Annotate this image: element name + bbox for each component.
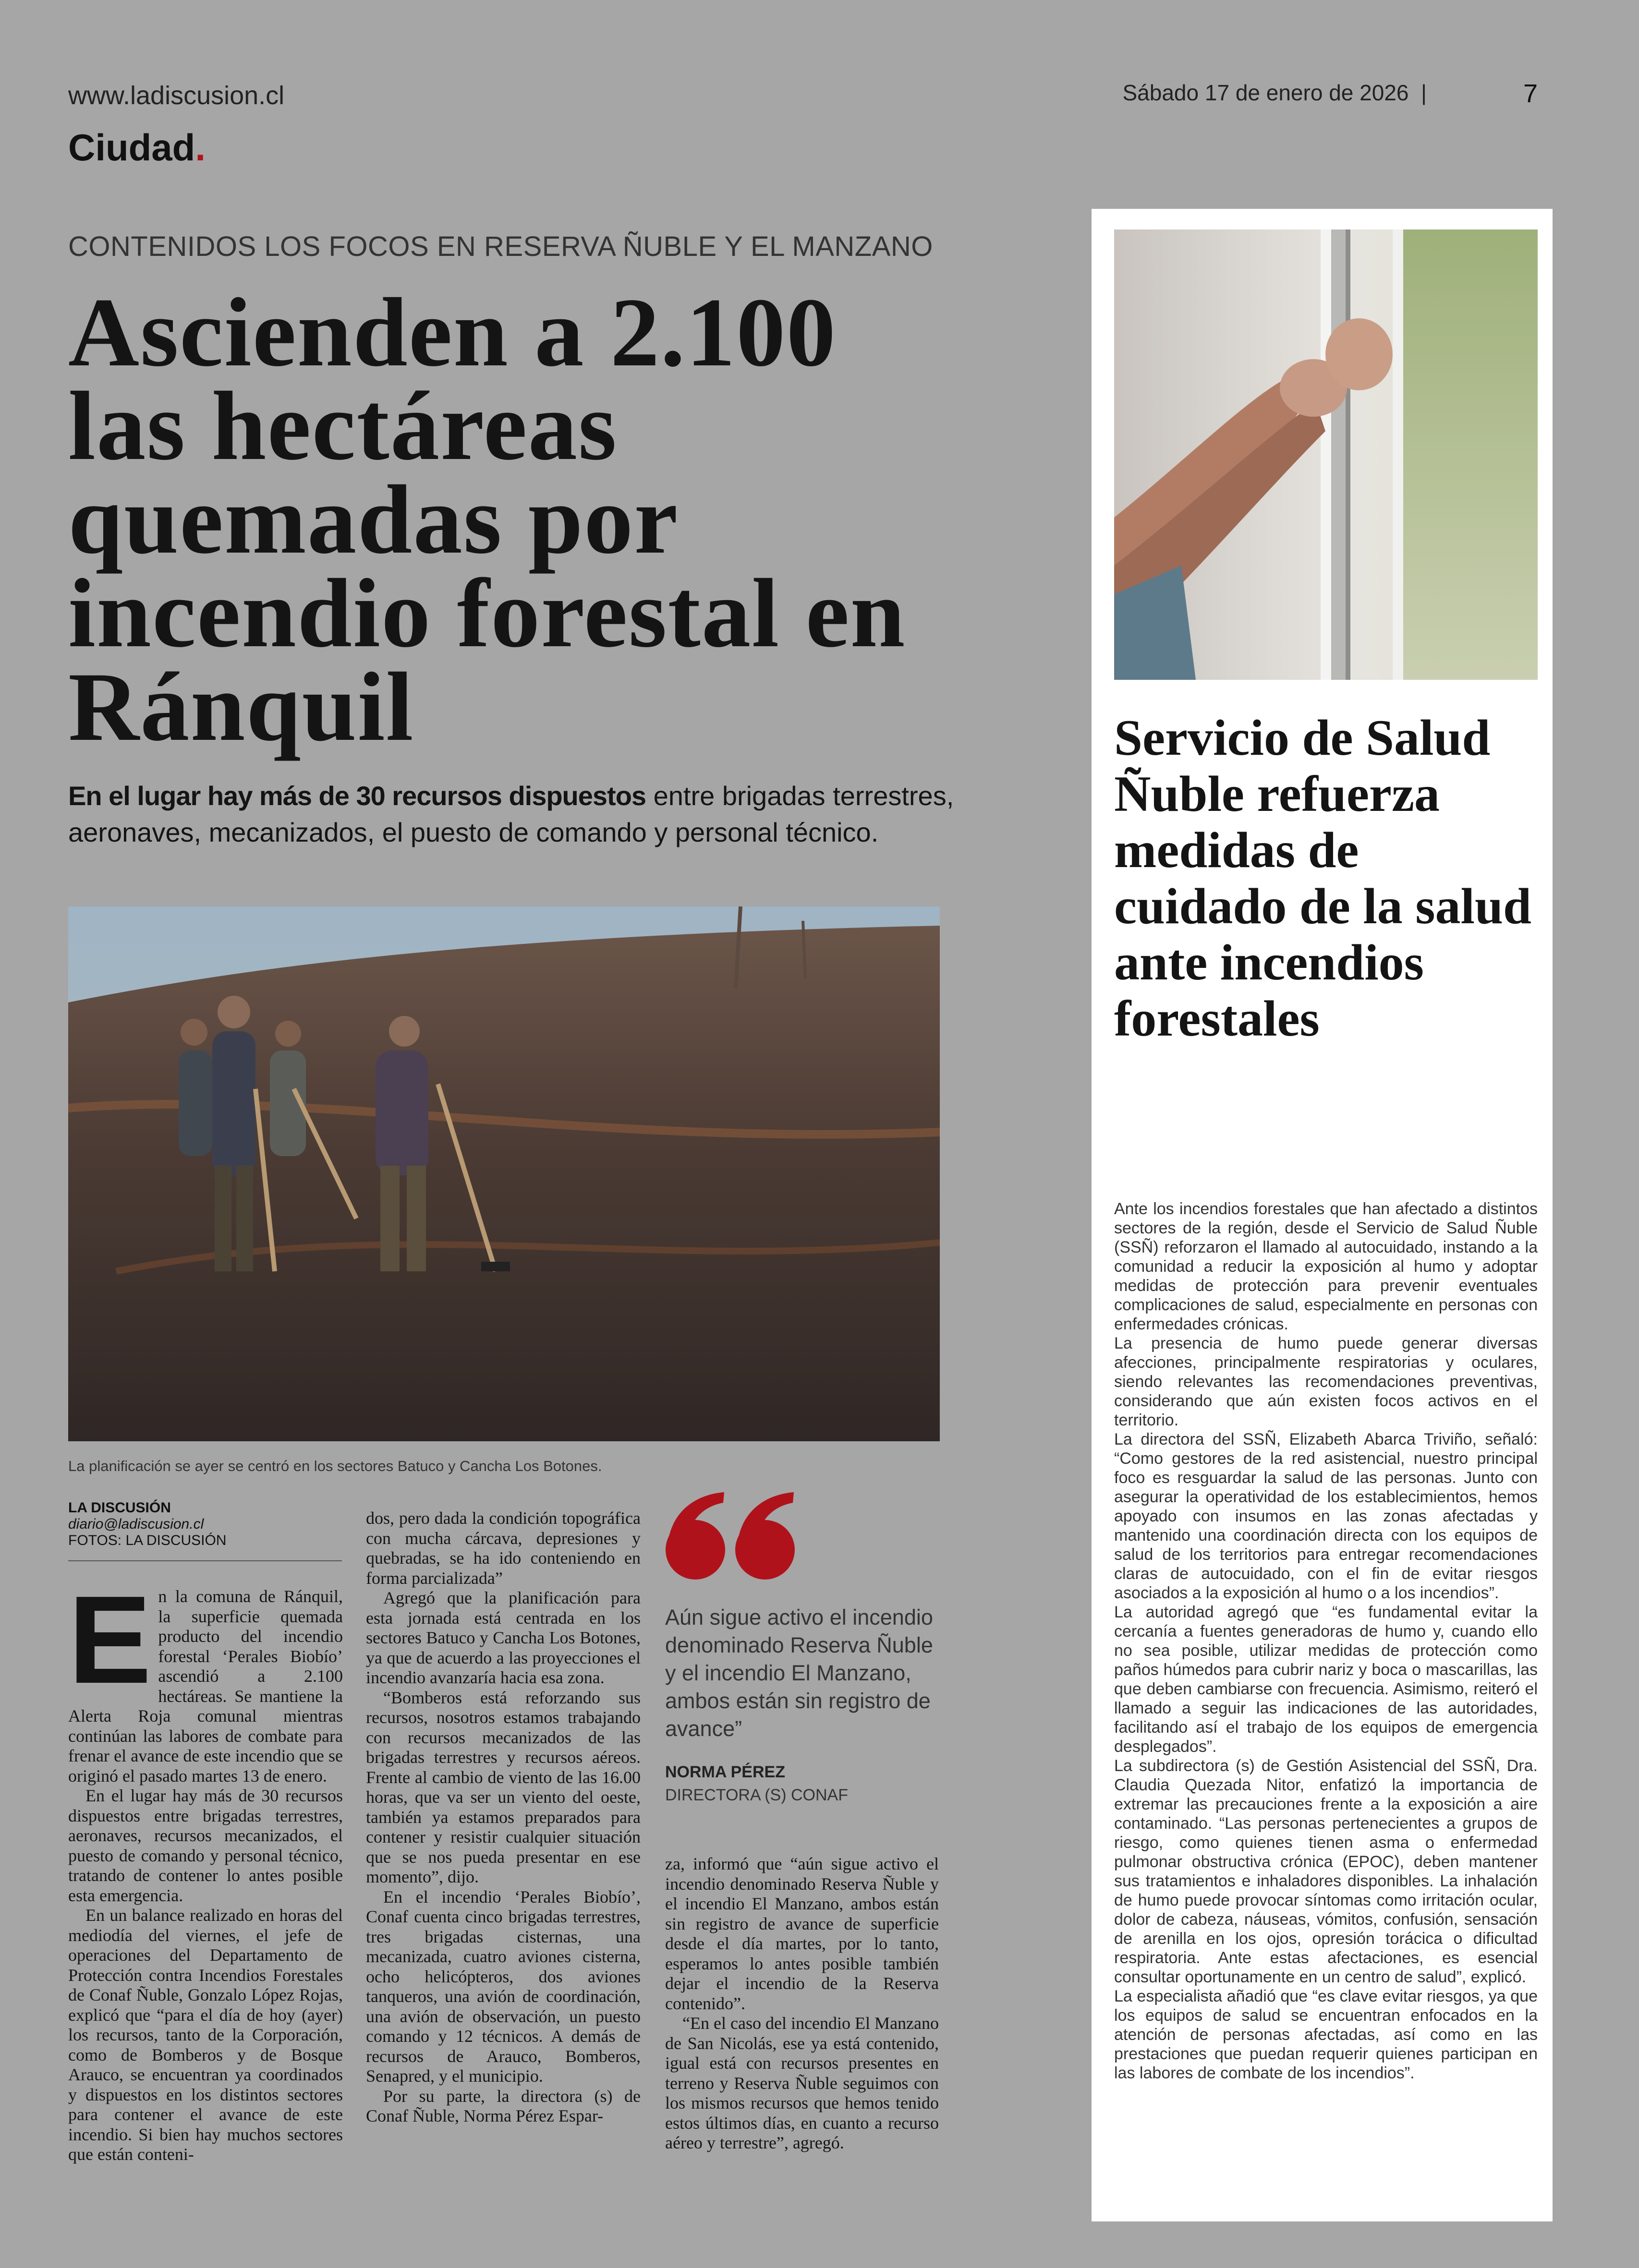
firefighters-photo: [68, 906, 940, 1441]
paragraph: “Bomberos está reforzando sus recursos, nosotros estamos trabajando con recursos mecanizados de las brigadas terrestres y recursos aéreos. Frente al cambio de viento de las 16.00 horas, que va ser un viento del oeste, también ya estamos preparados para contener y resistir cualquier situación que se nos pueda presentar en ese momento”, dijo.: [366, 1688, 641, 1886]
site-url[interactable]: www.ladiscusion.cl: [68, 81, 285, 110]
paragraph: Ante los incendios forestales que han afectado a distintos sectores de la región, desde el Servicio de Salud Ñuble (SSÑ) reforzaron el llamado al autocuidado, instando a la comunidad a reducir la exposición al humo y adoptar medidas de protección para prevenir eventuales complicaciones de salud, especialmente en personas con enfermedades crónicas.: [1114, 1200, 1538, 1333]
paragraph: La autoridad agregó que “es fundamental evitar la cercanía a fuentes generadoras de humo y, cuando ello no sea posible, utilizar medidas de protección como paños húmedos para cubrir nariz y boca o mascarillas, las que deben cambiarse con frecuencia. Asimismo, reiteró el llamado a seguir las indicaciones de las autoridades, facilitando así el trabajo de los equipos de emergencia desplegados”.: [1114, 1603, 1538, 1756]
paragraph: [68, 1570, 343, 1786]
deck-bold: En el lugar hay más de 30 recursos dispuestos: [68, 781, 646, 811]
page-number: 7: [1523, 79, 1538, 108]
paragraph: “En el caso del incendio El Manzano de San Nicolás, ese ya está contenido, igual está con recursos presentes en terreno y Reserva Ñuble seguimos con los mismos recursos que hemos tenido estos últimos días, en cuanto a recurso aéreo y terrestre”, agregó.: [665, 2014, 939, 2152]
paragraph: En el incendio ‘Perales Biobío’, Conaf cuenta cinco brigadas terrestres, tres brigadas cisternas, una mecanizada, cuatro aviones cisterna, ocho helicópteros, dos aviones tanqueros, una avión de coordinación, una avión de observación, un puesto comando y 12 técnicos. A demás de recursos de Arauco, Bomberos, Senapred, y el municipio.: [366, 1887, 641, 2086]
paragraph-text: n la comuna de Ránquil, la superficie quemada producto del incendio forestal ‘Perales Biobío’ ascendió a 2.100 hectáreas. Se mantiene la Alerta Roja comunal mientras continúan las labores de combate para frenar el avance de este incendio que se originó el pasado martes 13 de enero.: [68, 1587, 343, 1785]
paragraph: En un balance realizado en horas del mediodía del viernes, el jefe de operaciones del Departamento de Protección contra Incendios Forestales de Conaf Ñuble, Gonzalo López Rojas, explicó que “para el día de hoy (ayer) los recursos, tanto de la Corporación, como de Bomberos y de Bosque Arauco, se encuentran ya coordinados y dispuestos en los distintos sectores para contener el avance de este incendio. Si bien hay muchos sectores que están conteni-: [68, 1906, 343, 2164]
byline-name: LA DISCUSIÓN: [68, 1500, 171, 1516]
sidebar-headline: Servicio de Salud Ñuble refuerza medidas de cuidado de la salud ante incendios forestales: [1114, 710, 1531, 1047]
pull-quote-author: NORMA PÉREZ: [665, 1763, 785, 1781]
separator: |: [1421, 80, 1427, 105]
article-headline: Ascienden a 2.100 las hectáreas quemadas por incendio forestal en Ránquil: [68, 278, 906, 761]
dateline: [1123, 80, 1427, 106]
sidebar-body: [1114, 1199, 1538, 2083]
article-kicker: CONTENIDOS LOS FOCOS EN RESERVA ÑUBLE Y EL MANZANO: [68, 231, 933, 262]
section-dot: .: [195, 126, 206, 169]
window-photo-art: [1114, 229, 1538, 680]
firefighters-photo-art: [68, 906, 940, 1441]
paragraph: La presencia de humo puede generar diversas afecciones, principalmente respiratorias y oculares, siendo relevantes las recomendaciones preventivas, considerando que aún existen focos activos en el territorio.: [1114, 1334, 1538, 1429]
pull-quote: Aún sigue activo el incendio denominado Reserva Ñuble y el incendio El Manzano, ambos están sin registro de avance”: [665, 1605, 933, 1741]
quote-mark-icon: [662, 1492, 801, 1581]
article-deck: [68, 778, 981, 851]
drop-cap: E: [68, 1570, 152, 1710]
paragraph: Por su parte, la directora (s) de Conaf Ñuble, Norma Pérez Espar-: [366, 2086, 641, 2125]
paragraph: La subdirectora (s) de Gestión Asistencial del SSÑ, Dra. Claudia Quezada Nitor, enfatizó la importancia de extremar las precauciones frente a la exposición a aire contaminado. “Las personas pertenecientes a grupos de riesgo, como quienes tienen asma o enfermedad pulmonar obstructiva crónica (EPOC), deben mantener sus tratamientos e inhaladores disponibles. La inhalación de humo puede provocar síntomas como irritación ocular, dolor de cabeza, náuseas, vómitos, confusión, sensación de arenilla en los ojos, opresión torácica o dificultad respiratoria. Ante estas afectaciones, es esencial consultar oportunamente en un centro de salud”, explicó.: [1114, 1757, 1538, 1986]
issue-date: Sábado 17 de enero de 2026: [1122, 80, 1409, 105]
paragraph: Agregó que la planificación para esta jornada está centrada en los sectores Batuco y Cancha Los Botones, ya que de acuerdo a las proyecciones el incendio avanzaría hacia esa zona.: [366, 1588, 641, 1687]
paragraph: za, informó que “aún sigue activo el incendio denominado Reserva Ñuble y el incendio El Manzano, ambos están sin registro de avance de superficie desde el día martes, por lo tanto, esperamos lo antes posible también dejar el incendio de la Reserva contenido”.: [665, 1854, 939, 2013]
article-column-1: [68, 1570, 343, 2165]
byline-photos: FOTOS: LA DISCUSIÓN: [68, 1532, 227, 1548]
paragraph: En el lugar hay más de 30 recursos dispuestos entre brigadas terrestres, aeronaves, recursos mecanizados, el puesto de comando y personal técnico, tratando de contener lo antes posible esta emergencia.: [68, 1786, 343, 1905]
section-label: [68, 126, 206, 169]
window-photo: [1114, 229, 1538, 680]
paragraph: La directora del SSÑ, Elizabeth Abarca Triviño, señaló: “Como gestores de la red asistencial, nuestro principal foco es resguardar la salud de las personas. Junto con asegurar la operatividad de los establecimientos, hemos apoyado con insumos en las zonas afectadas y mantenido una coordinación directa con los equipos de salud de los territorios para entregar recomendaciones claras de autocuidado, con el fin de evitar riesgos asociados a la exposición al humo o a los incendios”.: [1114, 1430, 1538, 1602]
section-name: Ciudad: [68, 126, 195, 169]
byline: [68, 1500, 342, 1561]
photo-caption: La planificación se ayer se centró en los sectores Batuco y Cancha Los Botones.: [68, 1458, 602, 1474]
paragraph: dos, pero dada la condición topográfica con mucha cárcava, depresiones y quebradas, se ha ido conteniendo en forma parcializada”: [366, 1508, 641, 1588]
paragraph: La especialista añadió que “es clave evitar riesgos, ya que los equipos de salud se encuentran enfocados en la atención de personas afectadas, así como en las prestaciones que puedan requerir quienes participan en las labores de combate de los incendios”.: [1114, 1987, 1538, 2082]
article-column-3: [665, 1854, 939, 2153]
deck-rest: entre brigadas terrestres, aeronaves, mecanizados, el puesto de comando y personal técnico.: [68, 781, 954, 847]
pull-quote-role: DIRECTORA (S) CONAF: [665, 1786, 848, 1804]
article-column-2: [366, 1508, 641, 2126]
byline-email[interactable]: diario@ladiscusion.cl: [68, 1516, 204, 1532]
